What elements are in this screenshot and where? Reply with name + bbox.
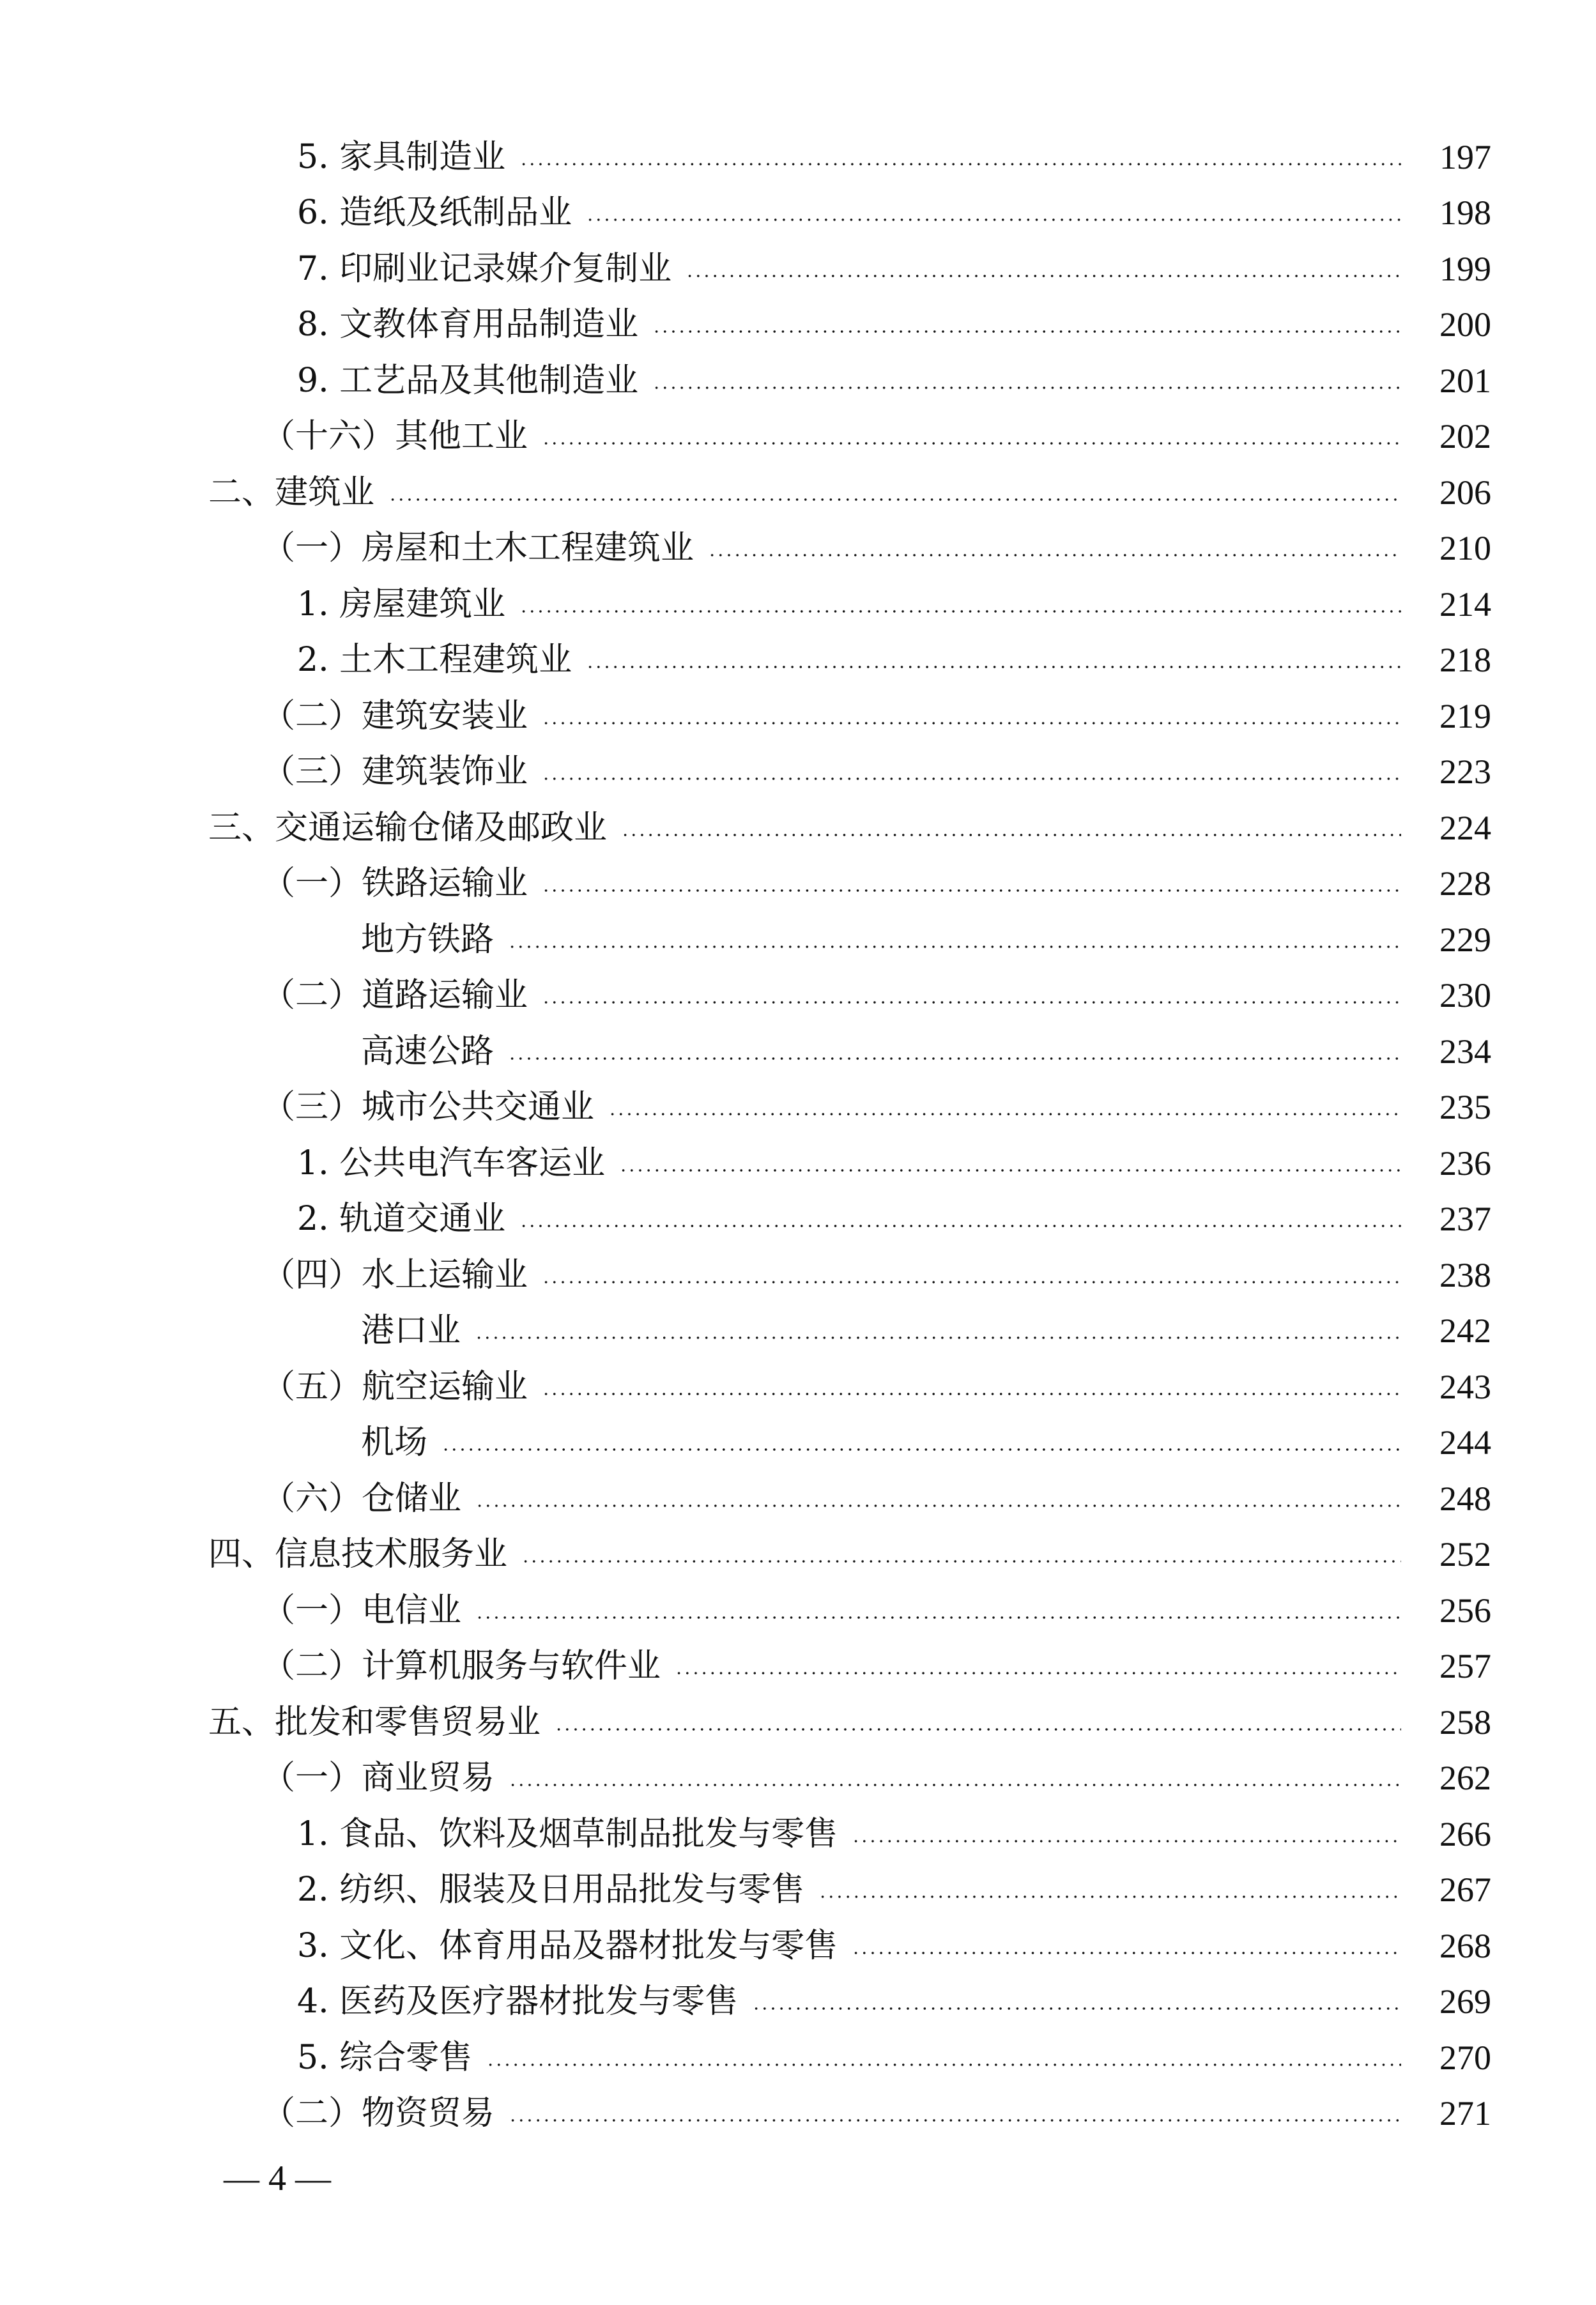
dot-leader	[508, 946, 1401, 948]
toc-entry-title: 1. 公共电汽车客运业	[297, 1144, 606, 1183]
toc-entry	[0, 912, 1596, 968]
toc-entry-title: （二）建筑安装业	[262, 696, 528, 735]
toc-entry	[0, 1135, 1596, 1191]
toc-entry-title: （三）建筑装饰业	[262, 753, 528, 792]
dot-leader	[486, 2064, 1401, 2066]
toc-entry	[0, 1247, 1596, 1303]
toc-entry	[0, 1918, 1596, 1974]
dot-leader	[621, 834, 1401, 836]
toc-entry	[0, 1415, 1596, 1471]
dot-leader	[586, 218, 1401, 221]
toc-entry-title: 1. 房屋建筑业	[297, 585, 506, 624]
dot-leader	[388, 498, 1401, 501]
toc-entry-title: 3. 文化、体育用品及器材批发与零售	[297, 1926, 838, 1965]
dot-leader	[475, 1505, 1401, 1507]
toc-entry	[0, 968, 1596, 1024]
toc-entry-title: 2. 土木工程建筑业	[297, 641, 572, 680]
toc-entry-title: （一）商业贸易	[262, 1759, 495, 1798]
dot-leader	[652, 387, 1401, 389]
toc-entry-page: 210	[1439, 529, 1491, 568]
dot-leader	[708, 554, 1401, 556]
toc-entry	[0, 856, 1596, 912]
toc-entry-title: 四、信息技术服务业	[208, 1535, 508, 1574]
toc-entry-title: 8. 文教体育用品制造业	[297, 305, 639, 344]
toc-entry-title: 5. 家具制造业	[297, 137, 506, 176]
toc-entry-page: 236	[1439, 1144, 1491, 1183]
toc-entry-title: （四）水上运输业	[262, 1255, 528, 1294]
toc-entry	[0, 1527, 1596, 1583]
toc-entry-page: 262	[1439, 1759, 1491, 1798]
toc-entry-page: 248	[1439, 1479, 1491, 1518]
toc-entry	[0, 521, 1596, 577]
toc-entry-page: 214	[1439, 585, 1491, 624]
toc-entry-page: 229	[1439, 920, 1491, 959]
toc-entry-page: 237	[1439, 1200, 1491, 1239]
toc-entry-title: （二）物资贸易	[262, 2094, 495, 2133]
toc-entry-title: （三）城市公共交通业	[262, 1088, 595, 1127]
toc-entry	[0, 1639, 1596, 1695]
toc-entry-title: （一）铁路运输业	[262, 864, 528, 903]
dot-leader	[475, 1616, 1401, 1619]
toc-entry-title: （二）计算机服务与软件业	[262, 1647, 661, 1686]
dot-leader	[542, 1001, 1401, 1004]
toc-entry-page: 252	[1439, 1535, 1491, 1574]
toc-entry-title: （一）电信业	[262, 1591, 462, 1630]
toc-entry-page: 267	[1439, 1871, 1491, 1910]
toc-entry	[0, 2086, 1596, 2142]
dot-leader	[542, 1281, 1401, 1283]
toc-entry-title: （二）道路运输业	[262, 976, 528, 1015]
dot-leader	[475, 1336, 1401, 1339]
dot-leader	[852, 1952, 1401, 1954]
dot-leader	[521, 1560, 1401, 1563]
toc-entry-page: 258	[1439, 1703, 1491, 1742]
toc-entry-title: 高速公路	[361, 1032, 495, 1071]
toc-entry-page: 202	[1439, 417, 1491, 456]
toc-entry-page: 256	[1439, 1591, 1491, 1630]
toc-entry-title: （十六）其他工业	[262, 417, 528, 456]
toc-entry-title: 机场	[361, 1423, 428, 1462]
dot-leader	[509, 1784, 1401, 1786]
toc-entry	[0, 632, 1596, 689]
toc-entry-page: 197	[1439, 137, 1491, 176]
toc-entry-title: 港口业	[361, 1312, 461, 1351]
toc-entry	[0, 576, 1596, 632]
toc-entry-page: 219	[1439, 696, 1491, 735]
toc-entry-page: 199	[1439, 249, 1491, 288]
page-number: — 4 —	[224, 2159, 331, 2198]
toc-entry-page: 271	[1439, 2094, 1491, 2133]
toc-entry	[0, 2030, 1596, 2086]
toc-entry	[0, 353, 1596, 409]
toc-entry	[0, 1471, 1596, 1527]
dot-leader	[608, 1113, 1401, 1115]
toc-entry	[0, 241, 1596, 297]
toc-entry-page: 242	[1439, 1312, 1491, 1351]
toc-entry-title: 6. 造纸及纸制品业	[297, 194, 572, 233]
toc-entry-page: 224	[1439, 808, 1491, 847]
toc-entry-page: 270	[1439, 2038, 1491, 2077]
toc-entry-title: 5. 综合零售	[297, 2038, 473, 2077]
toc-entry-title: 三、交通运输仓储及邮政业	[208, 808, 608, 847]
toc-entry	[0, 129, 1596, 185]
dot-leader	[652, 330, 1401, 333]
toc-entry-title: （一）房屋和土木工程建筑业	[262, 529, 694, 568]
toc-entry-page: 257	[1439, 1647, 1491, 1686]
dot-leader	[555, 1728, 1401, 1731]
toc-entry	[0, 464, 1596, 521]
toc-entry-title: （五）航空运输业	[262, 1367, 528, 1406]
toc-entry-page: 206	[1439, 473, 1491, 512]
table-of-contents	[0, 129, 1596, 2141]
toc-entry	[0, 1582, 1596, 1639]
dot-leader	[686, 275, 1401, 277]
dot-leader	[519, 610, 1401, 613]
toc-entry-title: （六）仓储业	[262, 1479, 462, 1518]
toc-entry-page: 218	[1439, 641, 1491, 680]
toc-entry	[0, 409, 1596, 465]
toc-entry	[0, 1974, 1596, 2030]
toc-entry	[0, 800, 1596, 856]
toc-entry	[0, 1303, 1596, 1359]
toc-entry-title: 五、批发和零售贸易业	[208, 1703, 541, 1742]
toc-entry-title: 4. 医药及医疗器材批发与零售	[297, 1982, 739, 2021]
toc-entry-page: 269	[1439, 1982, 1491, 2021]
toc-entry-page: 201	[1439, 361, 1491, 400]
toc-entry-title: 7. 印刷业记录媒介复制业	[297, 249, 672, 288]
toc-entry	[0, 297, 1596, 353]
dot-leader	[519, 1225, 1401, 1227]
toc-entry-page: 223	[1439, 753, 1491, 792]
toc-entry	[0, 1750, 1596, 1807]
dot-leader	[852, 1840, 1401, 1842]
dot-leader	[542, 1393, 1401, 1395]
toc-entry-page: 266	[1439, 1814, 1491, 1853]
toc-entry-page: 234	[1439, 1032, 1491, 1071]
toc-entry-title: 二、建筑业	[208, 473, 375, 512]
dot-leader	[752, 2007, 1401, 2010]
toc-entry-page: 244	[1439, 1423, 1491, 1462]
dot-leader	[675, 1672, 1401, 1674]
toc-entry	[0, 1862, 1596, 1918]
toc-entry	[0, 1080, 1596, 1136]
toc-entry-page: 268	[1439, 1926, 1491, 1965]
toc-entry	[0, 1023, 1596, 1080]
toc-entry-page: 230	[1439, 976, 1491, 1015]
toc-entry-title: 2. 轨道交通业	[297, 1200, 506, 1239]
dot-leader	[542, 889, 1401, 892]
toc-entry	[0, 744, 1596, 800]
toc-entry-title: 2. 纺织、服装及日用品批发与零售	[297, 1871, 805, 1910]
dot-leader	[619, 1169, 1401, 1172]
dot-leader	[542, 722, 1401, 724]
dot-leader	[542, 442, 1401, 445]
toc-entry-page: 243	[1439, 1367, 1491, 1406]
toc-entry	[0, 1191, 1596, 1248]
dot-leader	[509, 2119, 1401, 2122]
dot-leader	[818, 1895, 1401, 1898]
toc-entry	[0, 688, 1596, 744]
dot-leader	[542, 777, 1401, 780]
toc-entry-title: 9. 工艺品及其他制造业	[297, 361, 639, 400]
dot-leader	[586, 666, 1401, 668]
toc-entry-title: 地方铁路	[361, 920, 495, 959]
toc-entry	[0, 1694, 1596, 1750]
toc-entry-page: 200	[1439, 305, 1491, 344]
toc-entry	[0, 1806, 1596, 1862]
toc-entry-page: 235	[1439, 1088, 1491, 1127]
dot-leader	[519, 163, 1401, 165]
toc-entry-page: 228	[1439, 864, 1491, 903]
toc-entry-page: 198	[1439, 194, 1491, 233]
toc-entry	[0, 185, 1596, 241]
toc-entry	[0, 1359, 1596, 1415]
dot-leader	[441, 1448, 1401, 1451]
toc-entry-page: 238	[1439, 1255, 1491, 1294]
dot-leader	[508, 1057, 1401, 1060]
toc-entry-title: 1. 食品、饮料及烟草制品批发与零售	[297, 1814, 838, 1853]
